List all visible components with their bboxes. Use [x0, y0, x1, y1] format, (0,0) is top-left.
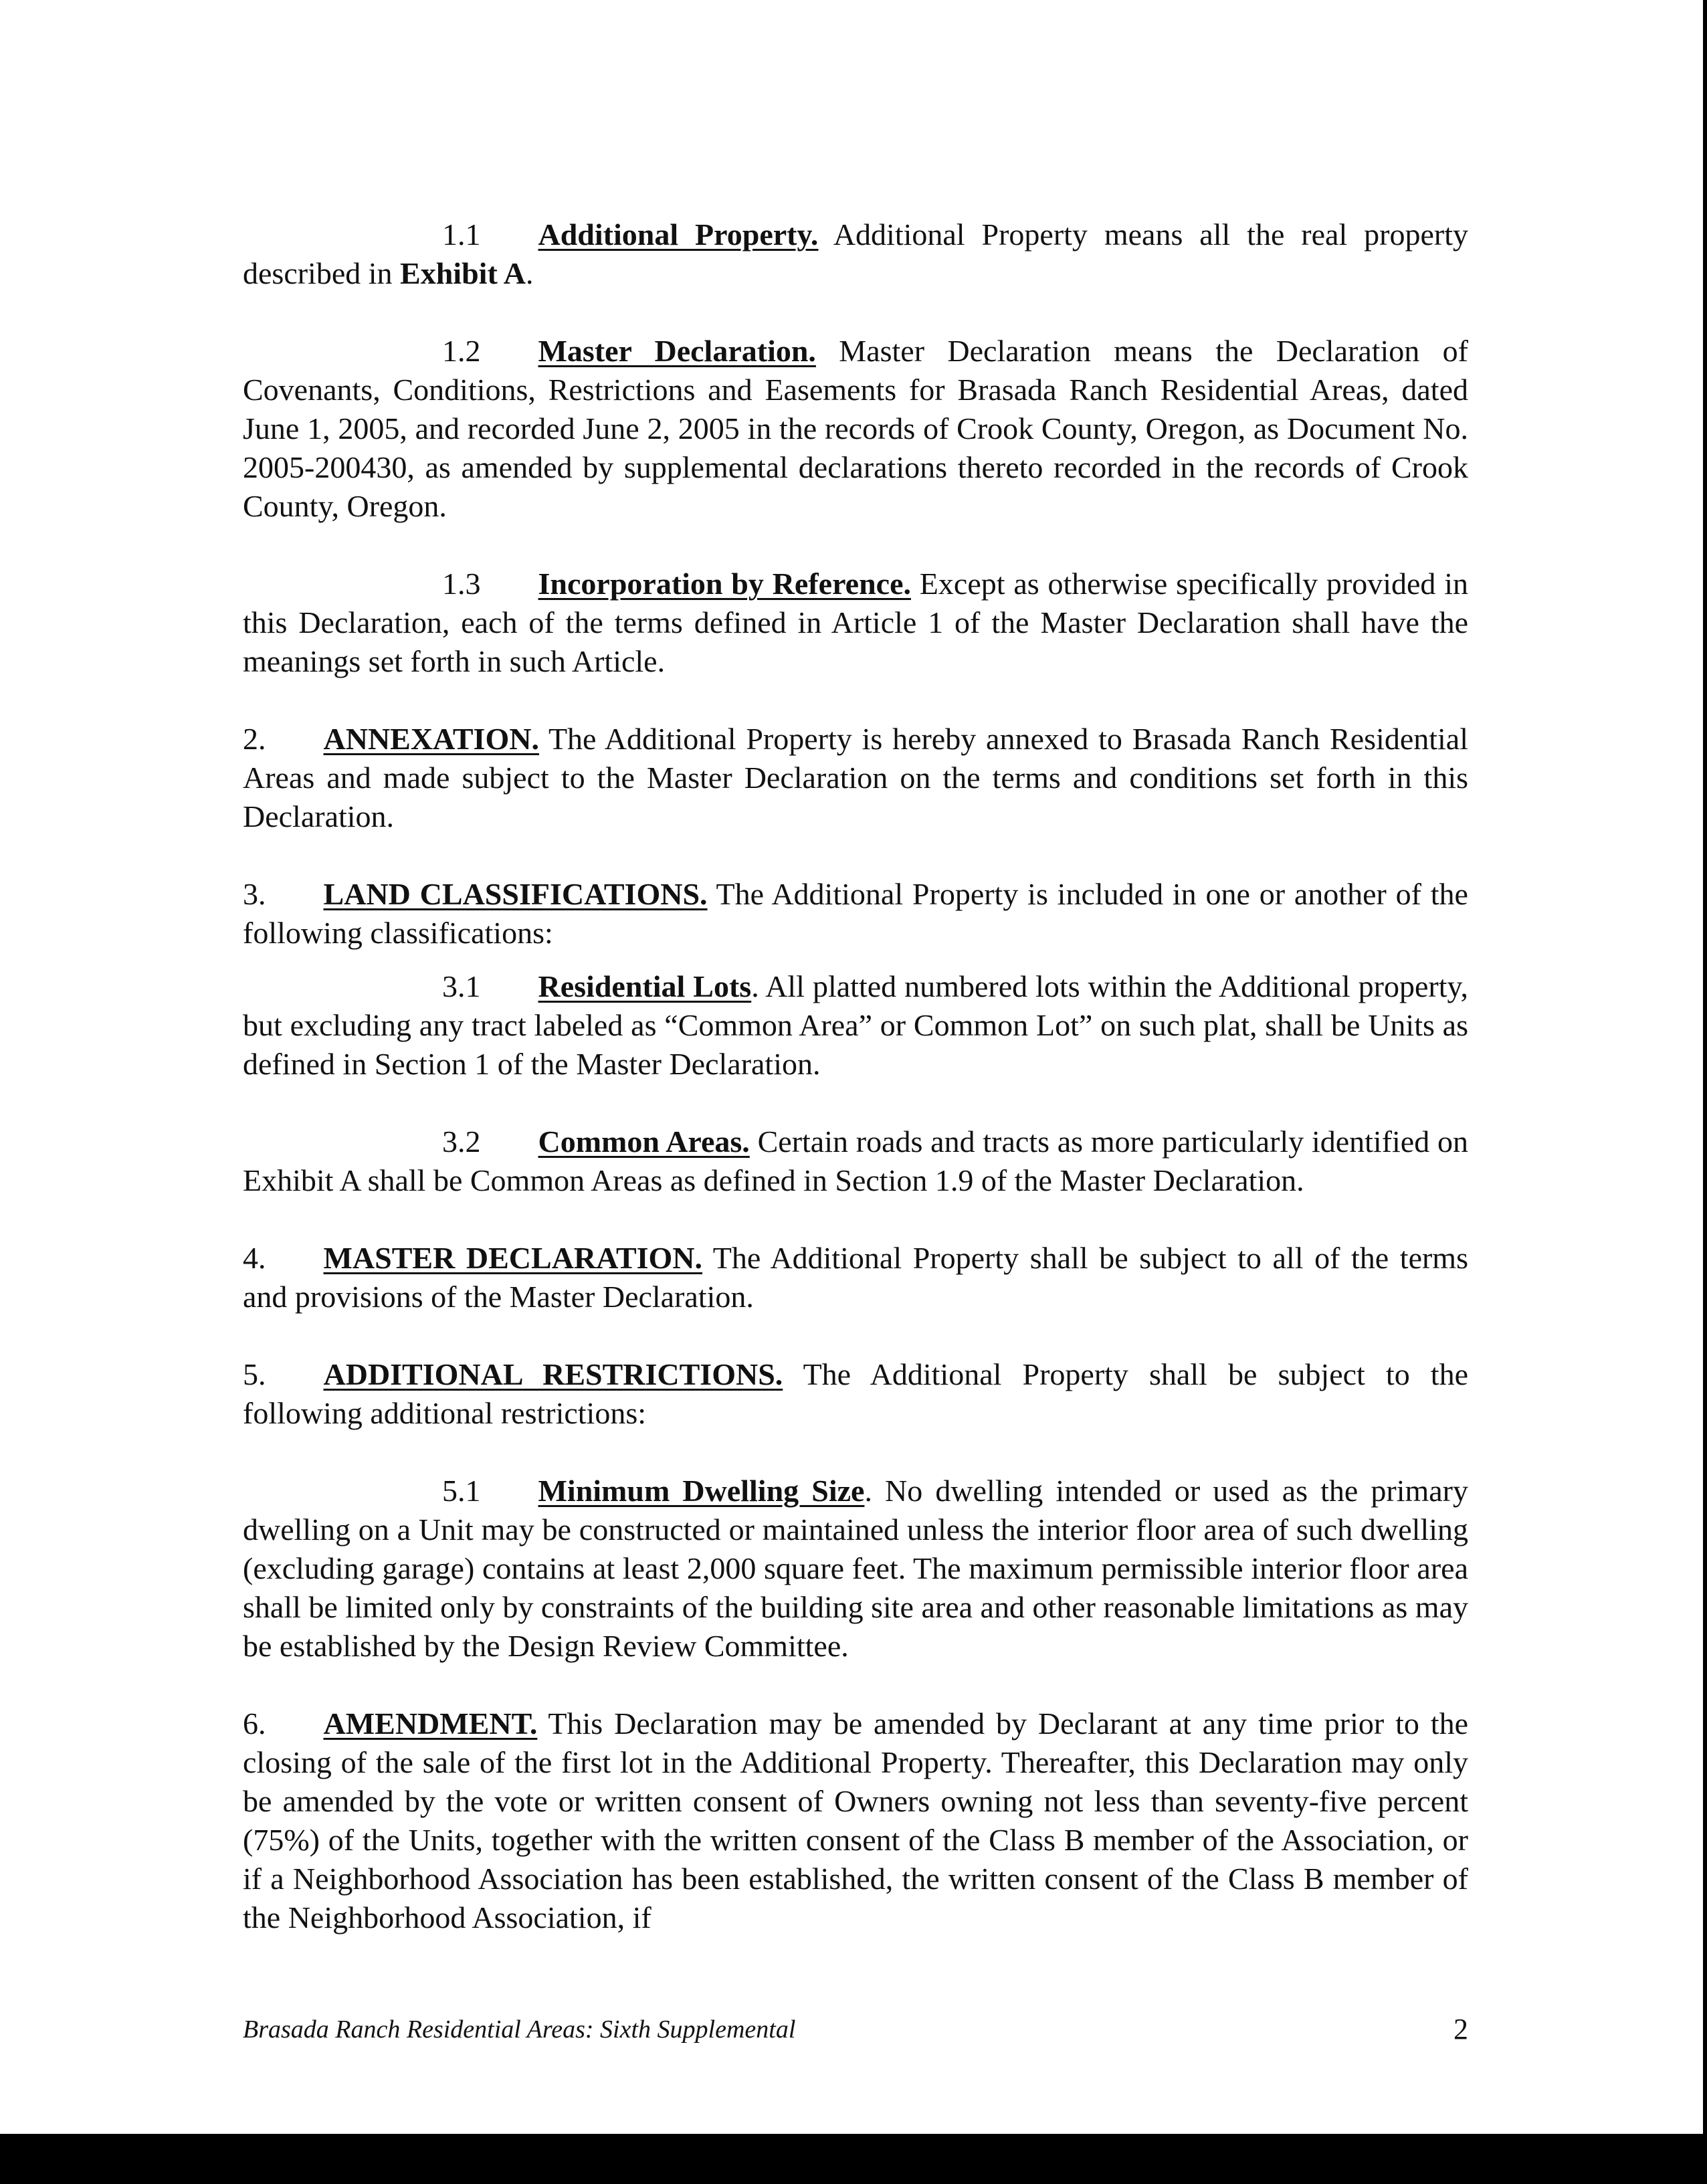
section-number: 6. [243, 1706, 266, 1741]
section-heading: ANNEXATION. [323, 722, 539, 756]
section-5-1 [243, 1472, 1468, 1666]
section-text: The Additional Property shall be subject to the following additional restrictions: [243, 1357, 1469, 1430]
section-text: . No dwelling intended or used as the primary dwelling on a Unit may be constructed or maintained unless the interior floor area of such dwelling (excluding garage) contains at least 2,000 square feet. The maximum permissible interior floor area shall be limited only by constraints of the building site area and other reasonable limitations as may be established by the Design Review Committee. [243, 1474, 1468, 1663]
section-number: 2. [243, 722, 266, 756]
section-text: The Additional Property is hereby annexed to Brasada Ranch Residential Areas and made subject to the Master Declaration on the terms and conditions set forth in this Declaration. [243, 722, 1468, 833]
section-number: 3. [243, 877, 266, 911]
section-3 [243, 875, 1468, 953]
section-3-2 [243, 1122, 1468, 1200]
section-text: The Additional Property is included in one or another of the following classifications: [243, 877, 1468, 950]
section-1-2 [243, 332, 1468, 526]
section-heading: ADDITIONAL RESTRICTIONS. [323, 1357, 783, 1391]
section-number: 5. [243, 1357, 266, 1391]
section-text: . [525, 256, 534, 290]
section-number: 1.2 [442, 334, 481, 368]
section-4 [243, 1239, 1468, 1316]
page-footer [243, 2013, 1468, 2046]
section-heading: Master Declaration. [538, 334, 816, 368]
section-text: Master Declaration means the Declaration of Covenants, Conditions, Restrictions and Easements for Brasada Ranch Residential Areas, dated June 1, 2005, and recorded June 2, 2005 in the records of Crook County, Oregon, as Document No. 2005-200430, as amended by supplemental declarations thereto recorded in the records of Crook County, Oregon. [243, 334, 1468, 523]
section-1-1 [243, 215, 1468, 293]
section-heading: Incorporation by Reference. [538, 567, 911, 601]
section-text: . All platted numbered lots within the Additional property, but excluding any tract labeled as “Common Area” or Common Lot” on such plat, shall be Units as defined in Section 1 of the Master Declaration. [243, 969, 1468, 1081]
section-5 [243, 1355, 1468, 1433]
section-heading: MASTER DECLARATION. [323, 1241, 703, 1275]
section-text: Additional Property means all the real property described in [243, 217, 1468, 290]
scan-border-bottom [0, 2134, 1707, 2184]
document-body [243, 215, 1468, 1937]
section-number: 4. [243, 1241, 266, 1275]
section-text: This Declaration may be amended by Declarant at any time prior to the closing of the sale of the first lot in the Additional Property. Thereafter, this Declaration may only be amended by the vote or written consent of Owners owning not less than seventy-five percent (75%) of the Units, together with the written consent of the Class B member of the Association, or if a Neighborhood Association has been established, the written consent of the Class B member of the Neighborhood Association, if [243, 1706, 1468, 1934]
section-number: 1.1 [442, 217, 481, 252]
section-heading: Minimum Dwelling Size [538, 1474, 865, 1508]
section-heading: LAND CLASSIFICATIONS. [323, 877, 708, 911]
section-number: 3.2 [442, 1124, 481, 1159]
page-number: 2 [1453, 2013, 1468, 2046]
footer-document-title: Brasada Ranch Residential Areas: Sixth Supplemental [243, 2015, 796, 2044]
section-1-3 [243, 565, 1468, 681]
section-number: 3.1 [442, 969, 481, 1003]
section-text: Certain roads and tracts as more particularly identified on Exhibit A shall be Common Areas as defined in Section 1.9 of the Master Declaration. [243, 1124, 1468, 1197]
section-number: 5.1 [442, 1474, 481, 1508]
section-2 [243, 720, 1468, 836]
section-heading: Common Areas. [538, 1124, 750, 1159]
section-text-bold: Exhibit A [400, 256, 526, 290]
section-number: 1.3 [442, 567, 481, 601]
section-heading: AMENDMENT. [323, 1706, 538, 1741]
section-heading: Additional Property. [538, 217, 819, 252]
section-3-1 [243, 967, 1468, 1084]
section-6 [243, 1704, 1468, 1937]
section-text: The Additional Property shall be subject to all of the terms and provisions of the Master Declaration. [243, 1241, 1468, 1314]
section-text: Except as otherwise specifically provided in this Declaration, each of the terms defined in Article 1 of the Master Declaration shall have the meanings set forth in such Article. [243, 567, 1469, 678]
scan-border-right [1703, 0, 1707, 2134]
section-heading: Residential Lots [538, 969, 752, 1003]
